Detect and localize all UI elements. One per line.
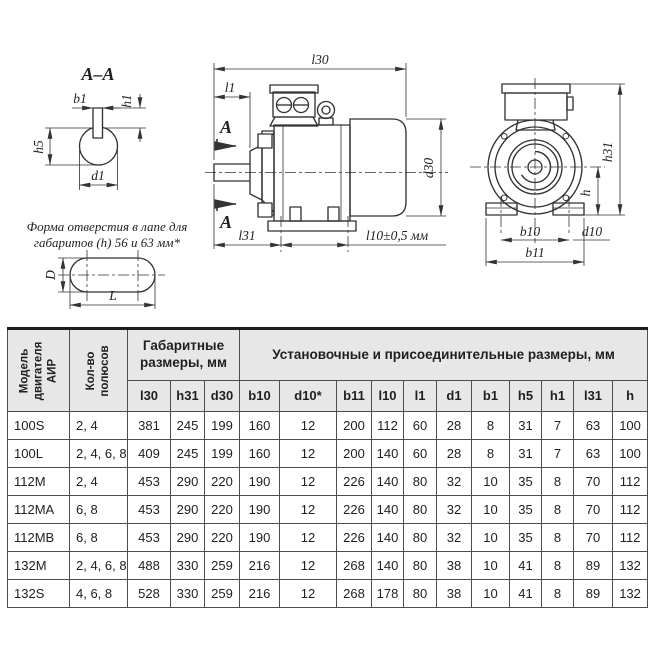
cell-value: 41	[510, 580, 542, 608]
cell-model: 100S	[8, 412, 70, 440]
cell-value: 80	[404, 524, 437, 552]
section-mark-top: А	[219, 117, 233, 137]
cell-value: 100	[613, 412, 648, 440]
table-row	[8, 468, 648, 496]
cell-value: 8	[542, 580, 574, 608]
cell-value: 140	[372, 552, 404, 580]
cell-value: 190	[240, 524, 280, 552]
cell-value: 89	[574, 580, 613, 608]
cell-value: 245	[171, 440, 205, 468]
cell-value: 290	[171, 468, 205, 496]
cell-value: 8	[542, 496, 574, 524]
cell-value: 8	[542, 524, 574, 552]
foot-hole-note	[27, 219, 188, 309]
cell-poles: 2, 4	[70, 468, 128, 496]
cell-value: 35	[510, 496, 542, 524]
table-row	[8, 580, 648, 608]
dim-col-header: h	[613, 381, 648, 412]
cell-value: 10	[472, 496, 510, 524]
dim-col-header: b1	[472, 381, 510, 412]
cell-value: 7	[542, 412, 574, 440]
dim-col-header: l10	[372, 381, 404, 412]
cell-value: 112	[372, 412, 404, 440]
cell-value: 32	[437, 468, 472, 496]
cell-value: 38	[437, 552, 472, 580]
cell-model: 132S	[8, 580, 70, 608]
cell-value: 60	[404, 440, 437, 468]
cell-value: 28	[437, 412, 472, 440]
cell-poles: 2, 4	[70, 412, 128, 440]
motor-dimensions-table	[7, 327, 648, 608]
dim-l10-label: l10±0,5 мм	[365, 228, 429, 243]
cell-value: 10	[472, 468, 510, 496]
cell-value: 10	[472, 580, 510, 608]
cell-value: 200	[337, 412, 372, 440]
cell-value: 80	[404, 468, 437, 496]
cell-value: 35	[510, 524, 542, 552]
cell-value: 31	[510, 412, 542, 440]
cell-value: 140	[372, 440, 404, 468]
cell-value: 245	[171, 412, 205, 440]
cell-value: 28	[437, 440, 472, 468]
cell-model: 132M	[8, 552, 70, 580]
motor-side-view	[205, 52, 448, 252]
dim-b1-label: b1	[73, 91, 87, 106]
cell-value: 140	[372, 496, 404, 524]
cell-value: 216	[240, 580, 280, 608]
dim-d10-label: d10	[581, 224, 603, 239]
table-body	[8, 412, 648, 608]
motor-front-view	[470, 78, 625, 266]
cell-value: 190	[240, 468, 280, 496]
cell-value: 528	[128, 580, 171, 608]
cell-value: 38	[437, 580, 472, 608]
cell-value: 7	[542, 440, 574, 468]
cell-value: 80	[404, 580, 437, 608]
dim-d1-label: d1	[91, 168, 105, 183]
cell-value: 80	[404, 552, 437, 580]
cell-value: 70	[574, 468, 613, 496]
cell-value: 8	[472, 440, 510, 468]
dim-h-label: h	[578, 189, 593, 197]
cell-value: 63	[574, 440, 613, 468]
cell-value: 200	[337, 440, 372, 468]
table-row	[8, 524, 648, 552]
cell-value: 8	[542, 468, 574, 496]
cell-value: 112	[613, 524, 648, 552]
cell-value: 259	[205, 552, 240, 580]
dim-D-label: D	[43, 270, 58, 280]
cell-value: 60	[404, 412, 437, 440]
dim-h5-label: h5	[31, 140, 46, 154]
cell-value: 70	[574, 496, 613, 524]
dim-L-label: L	[109, 288, 117, 303]
dim-l1-label: l1	[224, 80, 236, 95]
dim-col-header: h5	[510, 381, 542, 412]
cell-value: 12	[280, 496, 337, 524]
cell-value: 226	[337, 524, 372, 552]
dim-l31-label: l31	[238, 228, 256, 243]
dim-col-header: l31	[574, 381, 613, 412]
cell-value: 160	[240, 440, 280, 468]
dim-col-header: b11	[337, 381, 372, 412]
dim-col-header: h31	[171, 381, 205, 412]
cell-value: 31	[510, 440, 542, 468]
cell-value: 12	[280, 412, 337, 440]
dim-col-header: l30	[128, 381, 171, 412]
cell-model: 100L	[8, 440, 70, 468]
group-header-dimensions: Габаритные размеры, мм	[128, 329, 240, 381]
cell-value: 32	[437, 496, 472, 524]
table-row	[8, 496, 648, 524]
cell-value: 453	[128, 496, 171, 524]
cell-value: 12	[280, 524, 337, 552]
cell-value: 140	[372, 468, 404, 496]
cell-value: 199	[205, 412, 240, 440]
cell-value: 12	[280, 468, 337, 496]
col-header-model	[8, 329, 70, 412]
cell-model: 112MB	[8, 524, 70, 552]
cell-poles: 6, 8	[70, 496, 128, 524]
cell-poles: 2, 4, 6, 8	[70, 440, 128, 468]
cell-model: 112MA	[8, 496, 70, 524]
cell-value: 10	[472, 524, 510, 552]
dim-col-header: l1	[404, 381, 437, 412]
cell-value: 160	[240, 412, 280, 440]
table-row	[8, 412, 648, 440]
cell-value: 290	[171, 496, 205, 524]
cell-value: 226	[337, 496, 372, 524]
cell-value: 259	[205, 580, 240, 608]
cell-value: 381	[128, 412, 171, 440]
dim-col-header: d10*	[280, 381, 337, 412]
cell-poles: 4, 6, 8	[70, 580, 128, 608]
note-line2: габаритов (h) 56 и 63 мм*	[33, 235, 181, 250]
cell-value: 140	[372, 524, 404, 552]
section-mark-bottom: А	[219, 212, 233, 232]
col-header-poles	[70, 329, 128, 412]
cell-value: 220	[205, 496, 240, 524]
cell-value: 112	[613, 496, 648, 524]
shaft-section-view	[31, 64, 146, 190]
cell-value: 12	[280, 552, 337, 580]
cell-value: 190	[240, 496, 280, 524]
dim-col-header: h1	[542, 381, 574, 412]
dim-h1-label: h1	[119, 94, 134, 108]
cell-model: 112M	[8, 468, 70, 496]
cell-value: 70	[574, 524, 613, 552]
table-row	[8, 552, 648, 580]
cell-value: 63	[574, 412, 613, 440]
note-line1: Форма отверстия в лапе для	[26, 219, 188, 234]
cell-value: 41	[510, 552, 542, 580]
cell-poles: 6, 8	[70, 524, 128, 552]
cell-value: 35	[510, 468, 542, 496]
cell-value: 220	[205, 468, 240, 496]
cell-value: 226	[337, 468, 372, 496]
dim-b10-label: b10	[519, 224, 541, 239]
col-header-model-label: Модель двигателя АИР	[17, 341, 58, 400]
cell-value: 330	[171, 580, 205, 608]
dim-d30-label: d30	[421, 157, 436, 179]
cell-value: 8	[542, 552, 574, 580]
cell-value: 488	[128, 552, 171, 580]
cell-value: 290	[171, 524, 205, 552]
cell-value: 132	[613, 552, 648, 580]
cell-value: 89	[574, 552, 613, 580]
dim-b11-label: b11	[525, 245, 545, 260]
dim-col-header: b10	[240, 381, 280, 412]
table-row	[8, 440, 648, 468]
cell-value: 80	[404, 496, 437, 524]
cell-value: 216	[240, 552, 280, 580]
cell-value: 268	[337, 580, 372, 608]
dim-col-header: d1	[437, 381, 472, 412]
group-header-mounting: Установочные и присоединительные размеры, мм	[240, 329, 648, 381]
cell-value: 268	[337, 552, 372, 580]
cell-value: 220	[205, 524, 240, 552]
col-header-poles-label: Кол-во полюсов	[84, 344, 111, 397]
cell-value: 8	[472, 412, 510, 440]
cell-value: 453	[128, 524, 171, 552]
cell-value: 12	[280, 580, 337, 608]
cell-value: 100	[613, 440, 648, 468]
cell-value: 453	[128, 468, 171, 496]
cell-value: 12	[280, 440, 337, 468]
dim-h31-label: h31	[600, 141, 615, 163]
cell-value: 132	[613, 580, 648, 608]
cell-value: 199	[205, 440, 240, 468]
cell-poles: 2, 4, 6, 8	[70, 552, 128, 580]
section-title: А–А	[81, 64, 115, 84]
cell-value: 178	[372, 580, 404, 608]
dim-l30-label: l30	[311, 52, 329, 67]
cell-value: 330	[171, 552, 205, 580]
dim-col-header: d30	[205, 381, 240, 412]
cell-value: 112	[613, 468, 648, 496]
cell-value: 32	[437, 524, 472, 552]
cell-value: 409	[128, 440, 171, 468]
cell-value: 10	[472, 552, 510, 580]
